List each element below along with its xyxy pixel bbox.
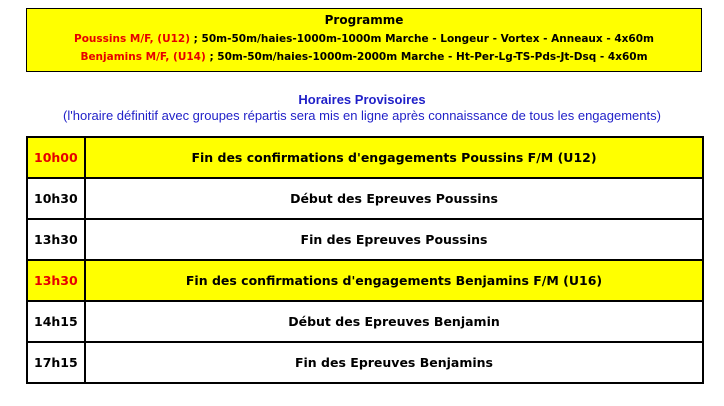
schedule-time: 14h15 (27, 301, 85, 342)
schedule-time: 13h30 (27, 219, 85, 260)
programme-events: ; 50m-50m/haies-1000m-2000m Marche - Ht-Per-Lg-TS-Pds-Jt-Dsq - 4x60m (205, 51, 648, 63)
schedule-time: 10h00 (27, 137, 85, 178)
schedule-time: 17h15 (27, 342, 85, 383)
schedule-label: Fin des confirmations d'engagements Poussins F/M (U12) (85, 137, 703, 178)
schedule-row (27, 219, 703, 260)
programme-line-benjamins (27, 51, 701, 63)
schedule-label: Fin des Epreuves Poussins (85, 219, 703, 260)
schedule-time: 13h30 (27, 260, 85, 301)
programme-category: Benjamins M/F, (U14) (80, 51, 206, 63)
schedule-label: Fin des confirmations d'engagements Benjamins F/M (U16) (85, 260, 703, 301)
programme-box (26, 8, 702, 72)
horaires-title: Horaires Provisoires (298, 92, 426, 107)
programme-category: Poussins M/F, (U12) (74, 33, 191, 45)
schedule-table (26, 136, 704, 384)
schedule-time: 10h30 (27, 178, 85, 219)
schedule-row (27, 178, 703, 219)
schedule-label: Début des Epreuves Poussins (85, 178, 703, 219)
schedule-row (27, 301, 703, 342)
horaires-subtitle: (l'horaire définitif avec groupes répartis sera mis en ligne après connaissance de tous les engagements) (63, 108, 661, 123)
programme-title: Programme (324, 13, 404, 27)
horaires-heading (0, 92, 724, 123)
programme-line-poussins (27, 33, 701, 45)
programme-events: ; 50m-50m/haies-1000m-1000m Marche - Longeur - Vortex - Anneaux - 4x60m (190, 33, 654, 45)
schedule-label: Fin des Epreuves Benjamins (85, 342, 703, 383)
schedule-row (27, 342, 703, 383)
schedule-row (27, 137, 703, 178)
schedule-row (27, 260, 703, 301)
schedule-label: Début des Epreuves Benjamin (85, 301, 703, 342)
